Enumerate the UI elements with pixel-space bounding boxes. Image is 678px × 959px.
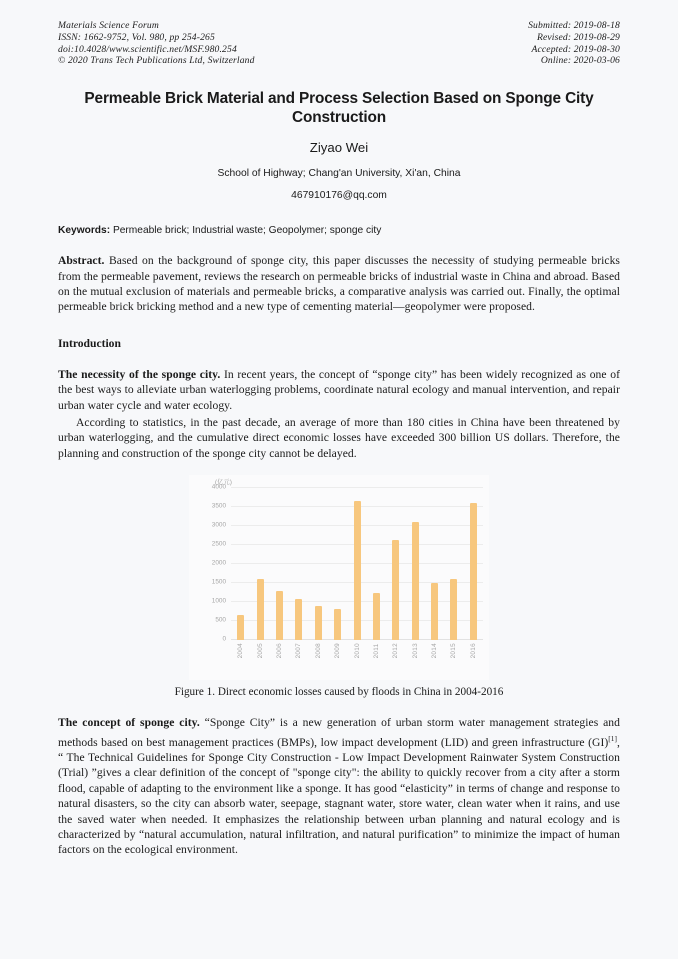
paragraph-necessity-text: In recent years, the concept of “sponge city” has been widely recognized as one of the best ways to alleviate urban waterlogging problems, coordinate natural ecology and manual intervention, and repair urban water cycle and water ecology. [58, 367, 620, 412]
author-email: 467910176@qq.com [291, 190, 387, 202]
journal-name: Materials Science Forum [58, 20, 159, 31]
paragraph-necessity [58, 367, 620, 413]
chart-x-cell [250, 643, 269, 658]
journal-header [58, 18, 620, 67]
paragraph-concept [58, 715, 620, 858]
author-affiliation: School of Highway; Chang'an University, Xi'an, China [217, 168, 461, 180]
subsection-heading-necessity: The necessity of the sponge city. [58, 367, 221, 381]
date-accepted: Accepted: 2019-08-30 [531, 43, 620, 55]
chart-bar[interactable] [412, 522, 419, 640]
journal-header-left [58, 20, 255, 67]
chart-x-tick-label: 2009 [334, 643, 342, 659]
bar-chart [189, 475, 489, 680]
keywords-line [58, 225, 620, 236]
chart-x-cell [347, 643, 366, 658]
figure-1 [174, 475, 504, 699]
chart-y-tick-label: 1000 [211, 597, 226, 605]
chart-bar[interactable] [431, 583, 438, 641]
chart-bar[interactable] [470, 503, 477, 640]
keywords-value: Permeable brick; Industrial waste; Geopolymer; sponge city [112, 225, 382, 237]
date-online: Online: 2020-03-06 [540, 55, 620, 67]
chart-bar[interactable] [276, 591, 283, 640]
chart-y-tick-label: 1500 [211, 578, 226, 586]
page-title: Permeable Brick Material and Process Selection Based on Sponge City Construction [84, 90, 594, 127]
chart-x-cell [464, 643, 483, 658]
abstract-paragraph [58, 253, 620, 315]
chart-bar-cell [328, 488, 347, 640]
paragraph-statistics: According to statistics, in the past decade, an average of more than 180 cities in China have been threatened by urban waterlogging, and the cumulative direct economic losses have exceeded 300 billion US dollars. Therefore, the planning and construction of the sponge city cannot be delayed. [58, 416, 620, 460]
chart-bar-cell [231, 488, 250, 640]
chart-x-tick-label: 2007 [295, 643, 303, 659]
chart-bar[interactable] [373, 593, 380, 641]
journal-issn: ISSN: 1662-9752, Vol. 980, pp 254-265 [58, 31, 215, 43]
chart-x-tick-label: 2010 [353, 643, 361, 659]
journal-doi: doi:10.4028/www.scientific.net/MSF.980.254 [58, 43, 237, 55]
chart-x-tick-label: 2006 [275, 643, 283, 659]
chart-x-axis [231, 643, 483, 658]
chart-y-tick-label: 2000 [211, 559, 226, 567]
chart-bars [231, 488, 483, 640]
chart-x-tick-label: 2012 [392, 643, 400, 659]
date-revised: Revised: 2019-08-29 [536, 31, 620, 43]
chart-x-cell [367, 643, 386, 658]
chart-y-tick-label: 0 [222, 635, 226, 643]
keywords-label: Keywords: [58, 225, 111, 237]
chart-bar[interactable] [315, 606, 322, 640]
chart-x-tick-label: 2011 [372, 643, 380, 659]
paragraph-concept-text-1: “Sponge City” is a new generation of urban storm water management strategies and methods based on best management practices (BMPs), low impact development (LID) and green infrastructure (GI) [58, 716, 620, 749]
section-heading-introduction: Introduction [58, 336, 121, 350]
chart-x-tick-label: 2005 [256, 643, 264, 659]
chart-bar-cell [444, 488, 463, 640]
chart-bar-cell [386, 488, 405, 640]
paragraph-concept-text-2: , “ The Technical Guidelines for Sponge City Construction - Low Impact Development Rainwater System Construction (Trial) ”gives a clear definition of the concept of "sponge city": the ability to quickly recover from a city after a storm flood, capable of adapting to the environment like a sponge. It has good “elasticity” in terms of change and response to natural disasters, so the city can absorb water, seepage, stagnant water, store water, clean water when it rains, and use the saved water when needed. It emphasizes the relationship between urban planning and natural ecology and is characterized by “natural accumulation, natural infiltration, and natural purification” to minimize the impact of human factors on the ecological environment. [58, 735, 620, 857]
chart-bar-cell [347, 488, 366, 640]
chart-x-tick-label: 2015 [450, 643, 458, 659]
chart-bar-cell [270, 488, 289, 640]
chart-bar[interactable] [237, 615, 244, 640]
chart-y-tick-label: 500 [215, 616, 226, 624]
chart-bar[interactable] [354, 501, 361, 640]
chart-x-cell [289, 643, 308, 658]
chart-bar-cell [289, 488, 308, 640]
chart-x-cell [444, 643, 463, 658]
abstract-label: Abstract. [58, 254, 105, 268]
chart-x-cell [231, 643, 250, 658]
chart-y-tick-label: 2500 [211, 540, 226, 548]
abstract-text: Based on the background of sponge city, this paper discusses the necessity of studying permeable bricks from the permeable pavement, reviews the research on permeable bricks of industrial waste in China and abroad. Based on the mutual exclusion of materials and permeable bricks, a comparative analysis was carried out. Finally, the optimal permeable brick bricking method and a new type of cementing material—geopolymer were proposed. [58, 254, 620, 314]
date-submitted: Submitted: 2019-08-18 [528, 20, 620, 31]
journal-copyright: © 2020 Trans Tech Publications Ltd, Switzerland [58, 55, 255, 67]
chart-x-tick-label: 2014 [431, 643, 439, 659]
chart-x-cell [406, 643, 425, 658]
journal-header-right [528, 20, 620, 67]
chart-x-cell [309, 643, 328, 658]
chart-x-cell [270, 643, 289, 658]
author-name: Ziyao Wei [309, 140, 369, 156]
chart-bar[interactable] [257, 579, 264, 640]
chart-x-tick-label: 2004 [237, 643, 245, 659]
chart-bar-cell [464, 488, 483, 640]
figure-caption: Figure 1. Direct economic losses caused by floods in China in 2004-2016 [174, 686, 504, 699]
chart-unit-label: (亿元) [215, 480, 233, 487]
chart-x-cell [425, 643, 444, 658]
chart-bar-cell [309, 488, 328, 640]
chart-x-cell [386, 643, 405, 658]
chart-bar[interactable] [295, 599, 302, 640]
chart-y-tick-label: 3000 [211, 521, 226, 529]
chart-bar[interactable] [450, 579, 457, 640]
chart-bar-cell [406, 488, 425, 640]
chart-x-tick-label: 2008 [314, 643, 322, 659]
chart-bar-cell [425, 488, 444, 640]
citation-reference-1[interactable]: [1] [608, 733, 618, 743]
chart-y-tick-label: 4000 [211, 483, 226, 491]
chart-bar-cell [367, 488, 386, 640]
chart-bar[interactable] [392, 540, 399, 640]
chart-y-tick-label: 3500 [211, 502, 226, 510]
subsection-heading-concept: The concept of sponge city. [58, 716, 200, 730]
chart-x-tick-label: 2013 [411, 643, 419, 659]
chart-x-tick-label: 2016 [469, 643, 477, 659]
chart-bar[interactable] [334, 609, 341, 641]
chart-x-cell [328, 643, 347, 658]
chart-bar-cell [250, 488, 269, 640]
